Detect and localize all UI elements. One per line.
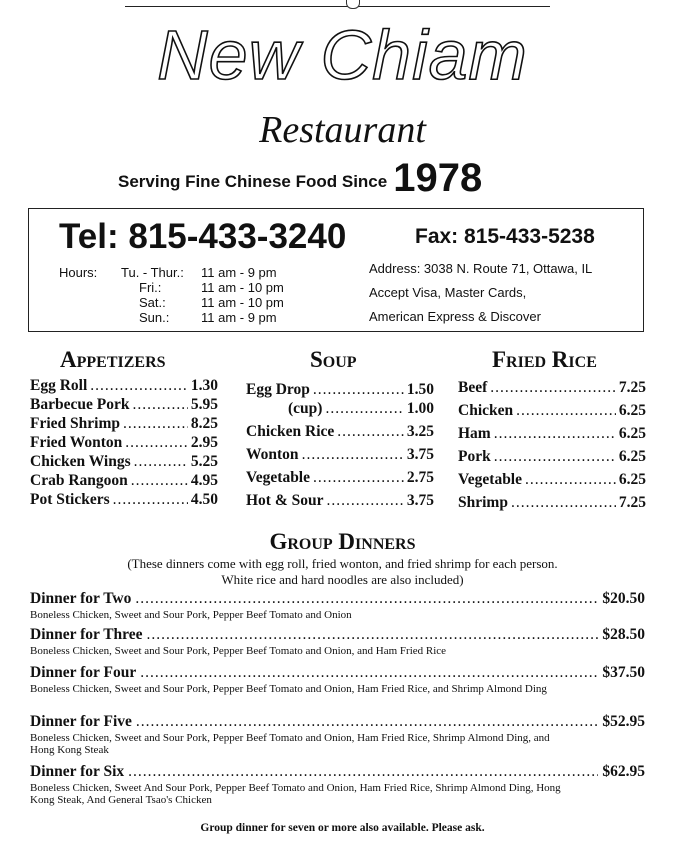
cards-accepted: Accept Visa, Master Cards, (369, 285, 527, 300)
dinner-entry (30, 663, 645, 695)
group-dinners-note: (These dinners come with egg roll, fried wonton, and fried shrimp for each person. (127, 556, 558, 571)
dinner-description: Boneless Chicken, Sweet and Sour Pork, Pepper Beef Tomato and Onion, and Ham Fried Rice (30, 645, 447, 657)
leader-dots (302, 445, 404, 465)
menu-item (458, 378, 646, 398)
dinner-name: Dinner for Four (30, 664, 137, 681)
item-price: 2.75 (406, 469, 434, 486)
hours-days: Tu. - Thur.: (121, 265, 184, 280)
menu-item (458, 493, 646, 513)
item-price: 1.50 (406, 381, 434, 398)
item-name: Egg Drop (246, 381, 310, 398)
menu-item (246, 380, 434, 400)
item-name: Crab Rangoon (30, 472, 128, 489)
fried-rice-heading: Fried Rice (492, 347, 597, 372)
leader-dots (147, 625, 599, 645)
hours-row (121, 280, 284, 296)
leader-dots (134, 452, 188, 472)
leader-dots (337, 422, 404, 442)
item-name: Barbecue Pork (30, 396, 130, 413)
address: Address: 3038 N. Route 71, Ottawa, IL (369, 261, 593, 276)
contact-box (28, 208, 644, 332)
item-price: 6.25 (618, 402, 646, 419)
menu-item (30, 433, 218, 453)
item-name: Wonton (246, 446, 299, 463)
dinner-name: Dinner for Six (30, 763, 125, 780)
item-price: 7.25 (618, 494, 646, 511)
leader-dots (113, 490, 188, 510)
item-name: Ham (458, 425, 491, 442)
menu-item (458, 470, 646, 490)
dinner-line (30, 589, 645, 609)
dinner-name: Dinner for Two (30, 590, 132, 607)
menu-item (30, 376, 218, 396)
hours-time: 11 am - 10 pm (201, 280, 284, 295)
item-price: 3.75 (406, 446, 434, 463)
leader-dots (494, 447, 616, 467)
hours-label: Hours: (59, 265, 98, 280)
leader-dots (511, 493, 616, 513)
item-name: Hot & Sour (246, 492, 324, 509)
item-price: 7.25 (618, 379, 646, 396)
hours-row (121, 295, 284, 311)
tagline-text: Serving Fine Chinese Food Since (118, 172, 388, 191)
item-name: Beef (458, 379, 488, 396)
leader-dots (123, 414, 188, 434)
item-price: 4.95 (190, 472, 218, 489)
dinner-description: Boneless Chicken, Sweet And Sour Pork, Pepper Beef Tomato and Onion, Ham Fried Rice, Shrimp Almond Ding, Hong Kong Steak, And General Tsao's Chicken (30, 782, 561, 806)
hours-time: 11 am - 9 pm (201, 265, 277, 280)
dinner-name: Dinner for Five (30, 713, 132, 730)
hours-days: Sat.: (139, 295, 166, 310)
tagline (118, 148, 482, 212)
item-price: 4.50 (190, 491, 218, 508)
hours-days: Sun.: (139, 310, 170, 325)
leader-dots (131, 471, 188, 491)
item-price: 3.75 (406, 492, 434, 509)
menu-item (30, 452, 218, 472)
leader-dots (135, 589, 598, 609)
dinner-entry (30, 625, 645, 657)
item-price: 1.30 (190, 377, 218, 394)
restaurant-subtitle: Restaurant (259, 109, 426, 151)
since-year: 1978 (393, 156, 483, 200)
menu-item (246, 422, 434, 442)
leader-dots (313, 468, 404, 488)
dinner-price: $62.95 (602, 763, 645, 780)
leader-dots (90, 376, 188, 396)
dinner-line (30, 712, 645, 732)
hours-row (121, 265, 277, 281)
dinner-entry (30, 762, 645, 806)
item-price: 6.25 (618, 471, 646, 488)
printer-mark (2, 720, 10, 830)
telephone[interactable]: Tel: 815-433-3240 (59, 217, 347, 256)
item-name: Chicken Wings (30, 453, 131, 470)
soup-heading: Soup (310, 347, 357, 372)
item-price: 3.25 (406, 423, 434, 440)
menu-item (30, 414, 218, 434)
leader-dots (327, 491, 404, 511)
dinner-entry (30, 712, 645, 756)
item-name: Fried Wonton (30, 434, 123, 451)
dinner-description: Boneless Chicken, Sweet and Sour Pork, Pepper Beef Tomato and Onion (30, 609, 352, 621)
item-name: Pot Stickers (30, 491, 110, 508)
menu-item (288, 399, 434, 419)
menu-item (246, 491, 434, 511)
menu-item (246, 468, 434, 488)
item-price: 5.95 (190, 396, 218, 413)
fax: Fax: 815-433-5238 (415, 225, 595, 248)
menu-item (30, 490, 218, 510)
item-name: Shrimp (458, 494, 508, 511)
menu-item (458, 401, 646, 421)
menu-item (458, 424, 646, 444)
item-price: 6.25 (618, 448, 646, 465)
dinner-line (30, 663, 645, 683)
appetizers-heading: Appetizers (60, 347, 166, 372)
group-dinners-note-2: White rice and hard noodles are also included) (221, 572, 464, 587)
leader-dots (313, 380, 404, 400)
group-dinners-heading: Group Dinners (269, 529, 416, 554)
restaurant-name: New Chiam (157, 16, 528, 94)
group-footer-note: Group dinner for seven or more also available. Please ask. (200, 822, 485, 834)
leader-dots (494, 424, 616, 444)
item-name: Vegetable (458, 471, 522, 488)
item-name: Pork (458, 448, 491, 465)
item-price: 6.25 (618, 425, 646, 442)
dinner-price: $20.50 (602, 590, 645, 607)
item-price: 1.00 (406, 400, 434, 417)
item-name: Egg Roll (30, 377, 88, 394)
item-name: (cup) (288, 400, 323, 417)
item-name: Chicken (458, 402, 514, 419)
leader-dots (516, 401, 616, 421)
menu-item (246, 445, 434, 465)
leader-dots (125, 433, 188, 453)
cards-accepted-2: American Express & Discover (369, 309, 541, 324)
item-name: Vegetable (246, 469, 310, 486)
dinner-price: $52.95 (602, 713, 645, 730)
item-name: Chicken Rice (246, 423, 335, 440)
top-rule (125, 6, 550, 7)
dinner-price: $28.50 (602, 626, 645, 643)
hours-days: Fri.: (139, 280, 162, 295)
item-name: Fried Shrimp (30, 415, 120, 432)
leader-dots (490, 378, 616, 398)
dinner-description: Boneless Chicken, Sweet and Sour Pork, Pepper Beef Tomato and Onion, Ham Fried Rice, and Shrimp Almond Ding (30, 683, 547, 695)
leader-dots (140, 663, 598, 683)
dinner-price: $37.50 (602, 664, 645, 681)
dinner-name: Dinner for Three (30, 626, 143, 643)
dinner-line (30, 625, 645, 645)
top-ornament-icon (346, 0, 360, 9)
hours-time: 11 am - 9 pm (201, 310, 277, 325)
leader-dots (525, 470, 616, 490)
menu-item (30, 471, 218, 491)
leader-dots (325, 399, 403, 419)
leader-dots (136, 712, 598, 732)
item-price: 2.95 (190, 434, 218, 451)
leader-dots (132, 395, 187, 415)
menu-item (30, 395, 218, 415)
menu-item (458, 447, 646, 467)
dinner-line (30, 762, 645, 782)
hours-row (121, 310, 277, 326)
item-price: 5.25 (190, 453, 218, 470)
dinner-entry (30, 589, 645, 621)
leader-dots (128, 762, 598, 782)
hours-time: 11 am - 10 pm (201, 295, 284, 310)
item-price: 8.25 (190, 415, 218, 432)
dinner-description: Boneless Chicken, Sweet and Sour Pork, Pepper Beef Tomato and Onion, Ham Fried Rice, Shrimp Almond Ding, and Hong Kong Steak (30, 732, 550, 756)
